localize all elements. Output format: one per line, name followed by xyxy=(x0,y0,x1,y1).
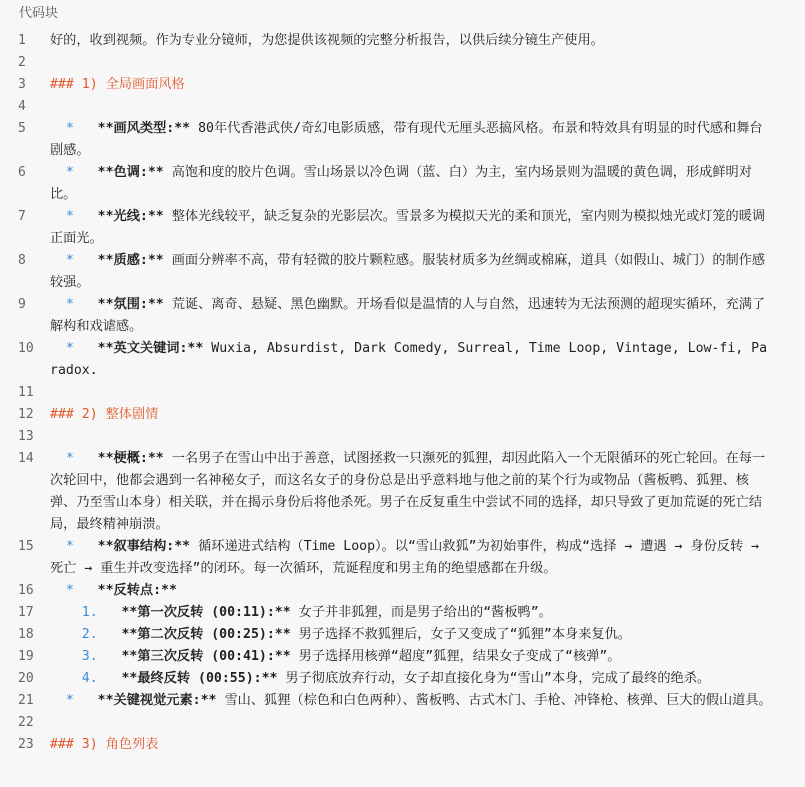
line-content xyxy=(50,118,805,162)
spacer xyxy=(98,605,122,620)
spacer xyxy=(98,649,122,664)
line-number: 11 xyxy=(18,385,34,400)
bold-label: **画风类型:** xyxy=(97,121,191,136)
code-line xyxy=(0,96,805,118)
line-text: 高饱和度的胶片色调。雪山场景以冷色调（蓝、白）为主，室内场景则为温暖的黄色调，形成鲜明对比。 xyxy=(50,165,752,202)
line-text: 荒诞、离奇、悬疑、黑色幽默。开场看似是温情的人与自然，迅速转为无法预测的超现实循环，充满了解构和戏谑感。 xyxy=(50,297,766,334)
line-number: 9 xyxy=(18,297,26,312)
spacer xyxy=(74,539,98,554)
line-text: 男子选择不救狐狸后，女子又变成了“狐狸”本身来复仇。 xyxy=(290,627,631,642)
indent xyxy=(50,627,82,642)
line-content xyxy=(50,382,805,404)
indent xyxy=(50,253,66,268)
line-text: 一名男子在雪山中出于善意，试图拯救一只濒死的狐狸，却因此陷入一个无限循环的死亡轮回。在每一次轮回中，他都会遇到一名神秘女子，而这名女子的身份总是出乎意料地与他之前的某个行为或物品（酱板鸭、狐狸、核弹、乃至雪山本身）相关联，并在揭示身份后将他杀死。男子在反复重生中尝试不同的选择，却只导致了更加荒诞的死亡结局，最终精神崩溃。 xyxy=(50,451,766,532)
code-line xyxy=(0,52,805,74)
line-number: 12 xyxy=(18,407,34,422)
code-line xyxy=(0,536,805,580)
bold-label: **氛围:** xyxy=(97,297,164,312)
code-line xyxy=(0,30,805,52)
bold-label: **关键视觉元素:** xyxy=(97,693,217,708)
code-line xyxy=(0,404,805,426)
code-line xyxy=(0,250,805,294)
spacer xyxy=(74,583,98,598)
line-content xyxy=(50,250,805,294)
code-line xyxy=(0,338,805,382)
markdown-heading: ### 1) 全局画面风格 xyxy=(50,77,185,92)
line-number: 19 xyxy=(18,649,34,664)
line-number: 14 xyxy=(18,451,34,466)
code-line xyxy=(0,646,805,668)
line-number: 2 xyxy=(18,55,26,70)
markdown-heading: ### 3) 角色列表 xyxy=(50,737,159,752)
line-content xyxy=(50,712,805,734)
line-number: 22 xyxy=(18,715,34,730)
line-number: 15 xyxy=(18,539,34,554)
line-text: 男子彻底放弃行动，女子却直接化身为“雪山”本身，完成了最终的绝杀。 xyxy=(277,671,711,686)
line-number: 1 xyxy=(18,33,26,48)
indent xyxy=(50,341,66,356)
line-content xyxy=(50,624,805,646)
line-content xyxy=(50,602,805,624)
list-bullet: * xyxy=(65,121,74,136)
list-bullet: * xyxy=(65,341,74,356)
indent xyxy=(50,693,66,708)
list-bullet: * xyxy=(65,297,74,312)
bold-label: **质感:** xyxy=(97,253,164,268)
code-line xyxy=(0,74,805,96)
line-content xyxy=(50,74,805,96)
line-text: 雪山、狐狸（棕色和白色两种）、酱板鸭、古式木门、手枪、冲锋枪、核弹、巨大的假山道具。 xyxy=(216,693,772,708)
bold-label: **梗概:** xyxy=(97,451,164,466)
list-bullet: * xyxy=(65,451,74,466)
line-number: 18 xyxy=(18,627,34,642)
code-line xyxy=(0,624,805,646)
code-block xyxy=(0,28,805,756)
list-number: 4. xyxy=(81,671,98,686)
spacer xyxy=(74,253,98,268)
list-bullet: * xyxy=(65,165,74,180)
list-bullet: * xyxy=(65,539,74,554)
list-bullet: * xyxy=(65,253,74,268)
code-block-title: 代码块 xyxy=(19,6,59,21)
indent xyxy=(50,605,82,620)
line-text: Wuxia, Absurdist, Dark Comedy, Surreal, Time Loop, Vintage, Low-fi, Paradox. xyxy=(50,341,768,378)
code-line xyxy=(0,668,805,690)
line-number: 5 xyxy=(18,121,26,136)
line-content xyxy=(50,96,805,118)
bold-label: **反转点:** xyxy=(97,583,177,598)
bold-label: **叙事结构:** xyxy=(97,539,191,554)
line-content xyxy=(50,668,805,690)
spacer xyxy=(74,341,98,356)
line-number: 7 xyxy=(18,209,26,224)
line-content xyxy=(50,580,805,602)
spacer xyxy=(74,209,98,224)
line-number: 17 xyxy=(18,605,34,620)
line-content xyxy=(50,294,805,338)
line-content xyxy=(50,448,805,536)
line-text: 循环递进式结构（Time Loop）。以“雪山救狐”为初始事件，构成“选择 → 遭遇 → 身份反转 → 死亡 → 重生并改变选择”的闭环。每一次循环，荒诞程度和男主角的绝望感都在升级。 xyxy=(50,539,768,576)
bold-label: **英文关键词:** xyxy=(97,341,204,356)
spacer xyxy=(74,121,98,136)
spacer xyxy=(74,297,98,312)
bold-label: **第一次反转 (00:11):** xyxy=(121,605,291,620)
bold-label: **光线:** xyxy=(97,209,164,224)
line-content xyxy=(50,162,805,206)
indent xyxy=(50,649,82,664)
line-content xyxy=(50,426,805,448)
indent xyxy=(50,121,66,136)
code-line xyxy=(0,294,805,338)
code-line xyxy=(0,426,805,448)
list-bullet: * xyxy=(65,209,74,224)
line-number: 16 xyxy=(18,583,34,598)
indent xyxy=(50,451,66,466)
line-content xyxy=(50,52,805,74)
list-bullet: * xyxy=(65,693,74,708)
code-line xyxy=(0,448,805,536)
indent xyxy=(50,539,66,554)
line-text: 80年代香港武侠/奇幻电影质感，带有现代无厘头恶搞风格。布景和特效具有明显的时代感和舞台剧感。 xyxy=(50,121,763,158)
bold-label: **最终反转 (00:55):** xyxy=(121,671,278,686)
line-number: 8 xyxy=(18,253,26,268)
code-block-header xyxy=(0,0,805,28)
line-number: 4 xyxy=(18,99,26,114)
line-number: 3 xyxy=(18,77,26,92)
code-line xyxy=(0,712,805,734)
code-line xyxy=(0,690,805,712)
line-number: 23 xyxy=(18,737,34,752)
code-line xyxy=(0,734,805,756)
bold-label: **色调:** xyxy=(97,165,164,180)
line-number: 21 xyxy=(18,693,34,708)
indent xyxy=(50,209,66,224)
line-content xyxy=(50,206,805,250)
line-number: 20 xyxy=(18,671,34,686)
line-text: 男子选择用核弹“超度”狐狸，结果女子变成了“核弹”。 xyxy=(290,649,621,664)
spacer xyxy=(74,693,98,708)
line-number: 6 xyxy=(18,165,26,180)
bold-label: **第三次反转 (00:41):** xyxy=(121,649,291,664)
spacer xyxy=(74,451,98,466)
spacer xyxy=(98,627,122,642)
spacer xyxy=(74,165,98,180)
markdown-heading: ### 2) 整体剧情 xyxy=(50,407,159,422)
code-line xyxy=(0,580,805,602)
code-line xyxy=(0,382,805,404)
list-number: 3. xyxy=(81,649,98,664)
line-content xyxy=(50,646,805,668)
spacer xyxy=(98,671,122,686)
line-content xyxy=(50,690,805,712)
list-number: 1. xyxy=(81,605,98,620)
indent xyxy=(50,165,66,180)
line-content xyxy=(50,30,805,52)
bold-label: **第二次反转 (00:25):** xyxy=(121,627,291,642)
indent xyxy=(50,671,82,686)
line-text: 整体光线较平，缺乏复杂的光影层次。雪景多为模拟天光的柔和顶光，室内则为模拟烛光或灯笼的暖调正面光。 xyxy=(50,209,766,246)
indent xyxy=(50,297,66,312)
line-number: 13 xyxy=(18,429,34,444)
line-content xyxy=(50,734,805,756)
code-line xyxy=(0,162,805,206)
line-text: 好的，收到视频。作为专业分镜师，为您提供该视频的完整分析报告，以供后续分镜生产使用。 xyxy=(50,33,604,48)
line-content xyxy=(50,536,805,580)
code-line xyxy=(0,118,805,162)
line-number: 10 xyxy=(18,341,34,356)
list-number: 2. xyxy=(81,627,98,642)
code-line xyxy=(0,602,805,624)
code-line xyxy=(0,206,805,250)
line-content xyxy=(50,338,805,382)
indent xyxy=(50,583,66,598)
line-content xyxy=(50,404,805,426)
line-text: 画面分辨率不高，带有轻微的胶片颗粒感。服装材质多为丝绸或棉麻，道具（如假山、城门）的制作感较强。 xyxy=(50,253,766,290)
list-bullet: * xyxy=(65,583,74,598)
line-text: 女子并非狐狸，而是男子给出的“酱板鸭”。 xyxy=(290,605,552,620)
